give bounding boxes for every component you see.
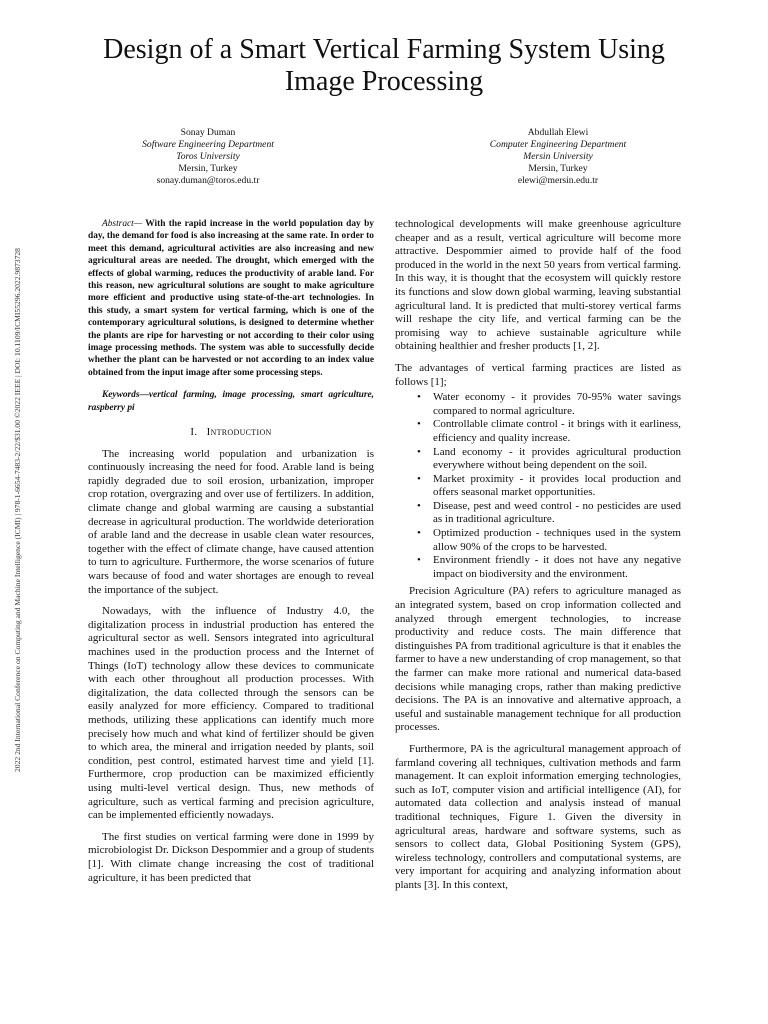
author-department: Software Engineering Department: [142, 139, 274, 150]
bullet-icon: •: [417, 418, 421, 431]
author-department: Computer Engineering Department: [489, 139, 627, 150]
section-heading: [88, 426, 374, 440]
author-location: Mersin, Turkey: [528, 163, 588, 174]
bullet-icon: •: [417, 445, 421, 458]
list-item-text: Optimized production - techniques used in the system allow 90% of the crops to be harvested.: [433, 527, 681, 553]
advantages-intro: The advantages of vertical farming practices are listed as follows [1];: [395, 361, 681, 388]
list-item-text: Water economy - it provides 70-95% water savings compared to normal agriculture.: [433, 391, 681, 417]
section-number: I.: [190, 426, 198, 439]
keywords: [88, 389, 374, 414]
bullet-icon: •: [417, 472, 421, 485]
body-paragraph: Precision Agriculture (PA) refers to agriculture managed as an integrated system, based on crop information collected and analyzed through emergent technologies, to increase productivity and reduce costs. The main difference that distinguishes PA from traditional agriculture is that it enables the farmer to have a new understanding of crop management, so that the farmer can make more rational and numerical data-based decisions while managing crops, rather than making predictive decisions. The PA is an innovative and alternative approach, a useful and sustainable management technique for all production processes.: [395, 585, 681, 734]
list-item: [417, 554, 681, 581]
author-2: [438, 127, 678, 187]
advantages-list: [395, 391, 681, 581]
section-title: Introduction: [206, 426, 272, 439]
abstract-lead: Abstract—: [102, 219, 143, 229]
author-name: Abdullah Elewi: [527, 127, 589, 138]
list-item: [417, 500, 681, 527]
left-column: [88, 218, 374, 893]
list-item-text: Environment friendly - it does not have any negative impact on biodiversity and the environment.: [433, 554, 681, 580]
conference-side-note: [13, 150, 23, 870]
author-block: [88, 127, 688, 197]
keywords-lead: Keywords—: [102, 390, 149, 401]
body-paragraph: Nowadays, with the influence of Industry 4.0, the digitalization process in industrial production has entered the agricultural sector as well. Sensors integrated into agricultural machines used in the production process and the Internet of Things (IoT) technology allow these devices to communicate with each other throughout all production processes. With digitalization, the data collected through the sensors can be easily analyzed for more efficiency. Compared to traditional methods, utilizing these applications can identify much more precisely how much and what kind of fertilizer should be given to which area, the mineral and irrigation needed by plants, soil condition, pest control, estimated harvest time and yield [1]. Furthermore, crop production can be maximized efficiently using multi-level vertical design. Thus, new methods of agriculture, such as vertical farming and precision agriculture, can be implemented efficiently nowadays.: [88, 605, 374, 822]
list-item: [417, 391, 681, 418]
author-name: Sonay Duman: [180, 127, 236, 138]
list-item: [417, 527, 681, 554]
author-university: Toros University: [176, 151, 240, 162]
list-item: [417, 473, 681, 500]
keywords-text: vertical farming, image processing, smart agriculture, raspberry pi: [88, 390, 374, 413]
body-paragraph: The increasing world population and urbanization is continuously increasing the need for food. Arable land is being rapidly degraded due to soil erosion, urbanization, improper crop rotation, overgrazing and over use of fertilizers. In addition, climate change and global warming are causing a substantial decrease in agricultural production. The worldwide deterioration of arable land and the decrease in usable clean water resources, together with the effect of climate change, have caused attention to turn to agriculture. Furthermore, the worse scenarios of future wars because of food and water shortages are enough to reveal the importance of the subject.: [88, 447, 374, 596]
author-university: Mersin University: [523, 151, 593, 162]
abstract-text: With the rapid increase in the world population day by day, the demand for food is also increasing at the same rate. In order to meet this demand, agricultural activities are also increasing and new agricultural areas are needed. The drought, which emerged with the effects of global warming, reduces the productivity of arable land. For this reason, new agricultural solutions are sought to make agriculture more efficient and productive using state-of-the-art technologies. In this study, a smart system for vertical farming, which is one of the contemporary agricultural solutions, is designed to determine whether the plants are ripe for harvesting or not according to their color using image processing methods. The system was able to successfully decide whether the plant can be harvested or not according to an index value obtained from the input image after some processing steps.: [88, 219, 374, 378]
list-item-text: Market proximity - it provides local production and offers seasonal market opportunities.: [433, 472, 681, 499]
list-item: [417, 446, 681, 473]
abstract: [88, 218, 374, 379]
right-column: [395, 218, 681, 901]
bullet-icon: •: [417, 499, 421, 512]
bullet-icon: •: [417, 554, 421, 567]
list-item: [417, 418, 681, 445]
body-paragraph: The first studies on vertical farming were done in 1999 by microbiologist Dr. Dickson Despommier and a group of students [1]. With climate change increasing the cost of traditional agriculture, it has been predicted that: [88, 830, 374, 884]
list-item-text: Disease, pest and weed control - no pesticides are used as in traditional agriculture.: [433, 499, 681, 526]
list-item-text: Land economy - it provides agricultural production everywhere without being dependent on the soil.: [433, 445, 681, 472]
body-paragraph: technological developments will make greenhouse agriculture cheaper and as a result, vertical agriculture will become more attractive. Despommier aimed to provide half of the food produced in the world in the next 50 years from vertical farming. In this way, it is thought that the ecosystem will quickly restore its functions and slow down global warming, leaving substantial agricultural land. It is predicted that multi-storey vertical farms will reshape the city life, and vertical farming can be the promising way to achieve sustainable agriculture while obtaining healthier and fresher products [1, 2].: [395, 218, 681, 353]
bullet-icon: •: [417, 527, 421, 540]
body-paragraph: Furthermore, PA is the agricultural management approach of farmland covering all techniques, cultivation methods and farm management. It can exploit information emerging technologies, such as IoT, computer vision and artificial intelligence (AI), for automated data collection and analysis instead of manual traditional techniques, Figure 1. Given the diversity in agricultural areas, hardware and software systems, such as sensors to collect data, Global Positioning System (GPS), wireless technology, controllers and computational systems, are very important for acquiring and analyzing information about plants [3]. In this context,: [395, 742, 681, 891]
list-item-text: Controllable climate control - it brings with it earliness, efficiency and quality increase.: [433, 418, 681, 444]
author-1: [88, 127, 328, 187]
author-email: sonay.duman@toros.edu.tr: [156, 175, 260, 186]
author-location: Mersin, Turkey: [178, 163, 238, 174]
author-email: elewi@mersin.edu.tr: [517, 175, 599, 186]
bullet-icon: •: [417, 391, 421, 404]
paper-title: Design of a Smart Vertical Farming System Using Image Processing: [103, 34, 665, 97]
conference-citation: 2022 2nd International Conference on Computing and Machine Intelligence (ICMI) | 978-1-6654-7483-2/22/$31.00 ©2022 IEEE | DOI: 10.1109/ICMI55296.2022.9873728: [13, 248, 22, 772]
